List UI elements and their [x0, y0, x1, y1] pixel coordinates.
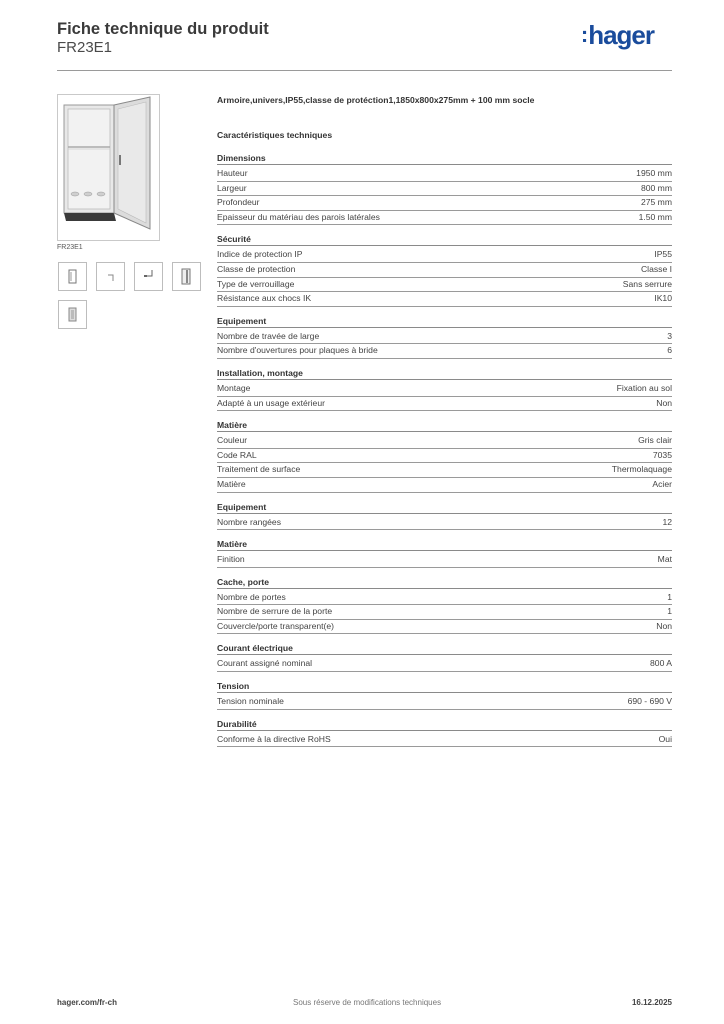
spec-value: Classe I	[640, 263, 672, 274]
spec-value: 690 - 690 V	[627, 696, 672, 707]
spec-section	[217, 577, 672, 635]
spec-row	[217, 248, 672, 263]
spec-value: 800 A	[650, 658, 672, 669]
spec-value: Oui	[658, 733, 672, 744]
spec-value: Gris clair	[638, 435, 672, 446]
logo-text: hager	[588, 20, 654, 50]
section-title: Matière	[217, 539, 672, 551]
spec-row	[217, 605, 672, 620]
cabinet-front-icon	[59, 263, 86, 290]
spec-sections	[217, 153, 672, 747]
mounting-plate-icon	[59, 301, 86, 328]
spec-content	[217, 95, 672, 756]
spec-row	[217, 516, 672, 531]
product-image	[57, 94, 160, 241]
spec-label: Nombre de travée de large	[217, 330, 320, 341]
spec-section	[217, 719, 672, 748]
corner-foot-icon	[135, 263, 162, 290]
spec-label: Code RAL	[217, 449, 257, 460]
thumbnail-3[interactable]	[134, 262, 163, 291]
spec-label: Tension nominale	[217, 696, 284, 707]
spec-label: Montage	[217, 382, 251, 393]
spec-section	[217, 681, 672, 710]
footer-website-link[interactable]: hager.com/fr-ch	[57, 998, 118, 1007]
thumbnail-4[interactable]	[172, 262, 201, 291]
spec-label: Nombre de serrure de la porte	[217, 606, 333, 617]
hager-logo: :hager	[580, 20, 654, 50]
section-title: Cache, porte	[217, 577, 672, 589]
spec-label: Couleur	[217, 435, 248, 446]
section-title: Courant électrique	[217, 643, 672, 655]
spec-row	[217, 182, 672, 197]
spec-row	[217, 695, 672, 710]
spec-row	[217, 382, 672, 397]
spec-value: 6	[667, 345, 672, 356]
spec-label: Nombre rangées	[217, 516, 282, 527]
footer-notice: Sous réserve de modifications techniques	[293, 998, 442, 1007]
thumbnail-2[interactable]	[96, 262, 125, 291]
spec-label: Finition	[217, 554, 245, 565]
spec-row	[217, 397, 672, 412]
spec-label: Hauteur	[217, 168, 248, 178]
spec-section	[217, 153, 672, 225]
spec-value: 1.50 mm	[638, 211, 672, 222]
spec-label: Matière	[217, 478, 246, 489]
spec-label: Courant assigné nominal	[217, 658, 313, 669]
spec-row	[217, 196, 672, 211]
cabinet-illustration	[58, 95, 159, 240]
spec-row	[217, 167, 672, 182]
corner-bracket-icon	[97, 263, 124, 290]
spec-value: 800 mm	[640, 182, 672, 193]
spec-label: Classe de protection	[217, 263, 296, 274]
spec-value: 3	[667, 330, 672, 341]
spec-section	[217, 234, 672, 306]
spec-row	[217, 330, 672, 345]
spec-value: 1	[667, 606, 672, 617]
spec-value: 1950 mm	[636, 168, 672, 178]
spec-label: Résistance aux chocs IK	[217, 293, 312, 304]
spec-label: Type de verrouillage	[217, 278, 295, 289]
thumbnail-1[interactable]	[58, 262, 87, 291]
spec-row	[217, 434, 672, 449]
characteristics-heading: Caractéristiques techniques	[217, 130, 333, 140]
spec-value: Sans serrure	[622, 278, 672, 289]
product-image-caption: FR23E1	[57, 244, 83, 251]
spec-row	[217, 463, 672, 478]
spec-row	[217, 657, 672, 672]
spec-row	[217, 211, 672, 226]
spec-label: Indice de protection IP	[217, 249, 303, 260]
spec-label: Conforme à la directive RoHS	[217, 733, 331, 744]
spec-value: Mat	[657, 554, 672, 565]
spec-value: IK10	[654, 293, 672, 304]
spec-section	[217, 539, 672, 568]
cabinet-side-icon	[173, 263, 200, 290]
spec-label: Adapté à un usage extérieur	[217, 397, 325, 408]
spec-row	[217, 620, 672, 635]
spec-label: Nombre d'ouvertures pour plaques à bride	[217, 345, 378, 356]
spec-value: Non	[656, 397, 672, 408]
spec-value: 7035	[652, 449, 672, 460]
spec-row	[217, 591, 672, 606]
page-header	[57, 20, 672, 71]
spec-row	[217, 263, 672, 278]
spec-value: Fixation au sol	[616, 382, 672, 393]
spec-row	[217, 553, 672, 568]
thumbnail-5[interactable]	[58, 300, 87, 329]
spec-value: Acier	[652, 478, 672, 489]
spec-row	[217, 344, 672, 359]
spec-section	[217, 643, 672, 672]
spec-value: Thermolaquage	[611, 464, 672, 475]
section-title: Matière	[217, 420, 672, 432]
spec-label: Epaisseur du matériau des parois latérales	[217, 211, 380, 222]
footer-date: 16.12.2025	[631, 998, 672, 1007]
spec-row	[217, 449, 672, 464]
section-title: Durabilité	[217, 719, 672, 731]
spec-row	[217, 733, 672, 748]
spec-label: Nombre de portes	[217, 591, 286, 602]
spec-value: IP55	[654, 249, 672, 260]
spec-section	[217, 420, 672, 492]
spec-label: Largeur	[217, 182, 247, 193]
section-title: Sécurité	[217, 234, 672, 246]
section-title: Tension	[217, 681, 672, 693]
spec-value: 1	[667, 591, 672, 602]
section-title: Equipement	[217, 316, 672, 328]
product-reference: FR23E1	[57, 39, 113, 56]
spec-value: 12	[662, 516, 672, 527]
section-title: Equipement	[217, 502, 672, 514]
spec-section	[217, 368, 672, 411]
spec-value: Non	[656, 620, 672, 631]
spec-value: 275 mm	[640, 197, 672, 208]
section-title: Installation, montage	[217, 368, 672, 380]
section-title: Dimensions	[217, 153, 672, 165]
spec-row	[217, 478, 672, 493]
spec-row	[217, 292, 672, 307]
spec-label: Couvercle/porte transparent(e)	[217, 620, 335, 631]
page-title: Fiche technique du produit	[57, 20, 269, 38]
product-description: Armoire,univers,IP55,classe de protéction1,1850x800x275mm + 100 mm socle	[217, 95, 535, 105]
spec-label: Profondeur	[217, 197, 260, 208]
spec-section	[217, 502, 672, 531]
spec-label: Traitement de surface	[217, 464, 301, 475]
spec-row	[217, 278, 672, 293]
spec-section	[217, 316, 672, 359]
